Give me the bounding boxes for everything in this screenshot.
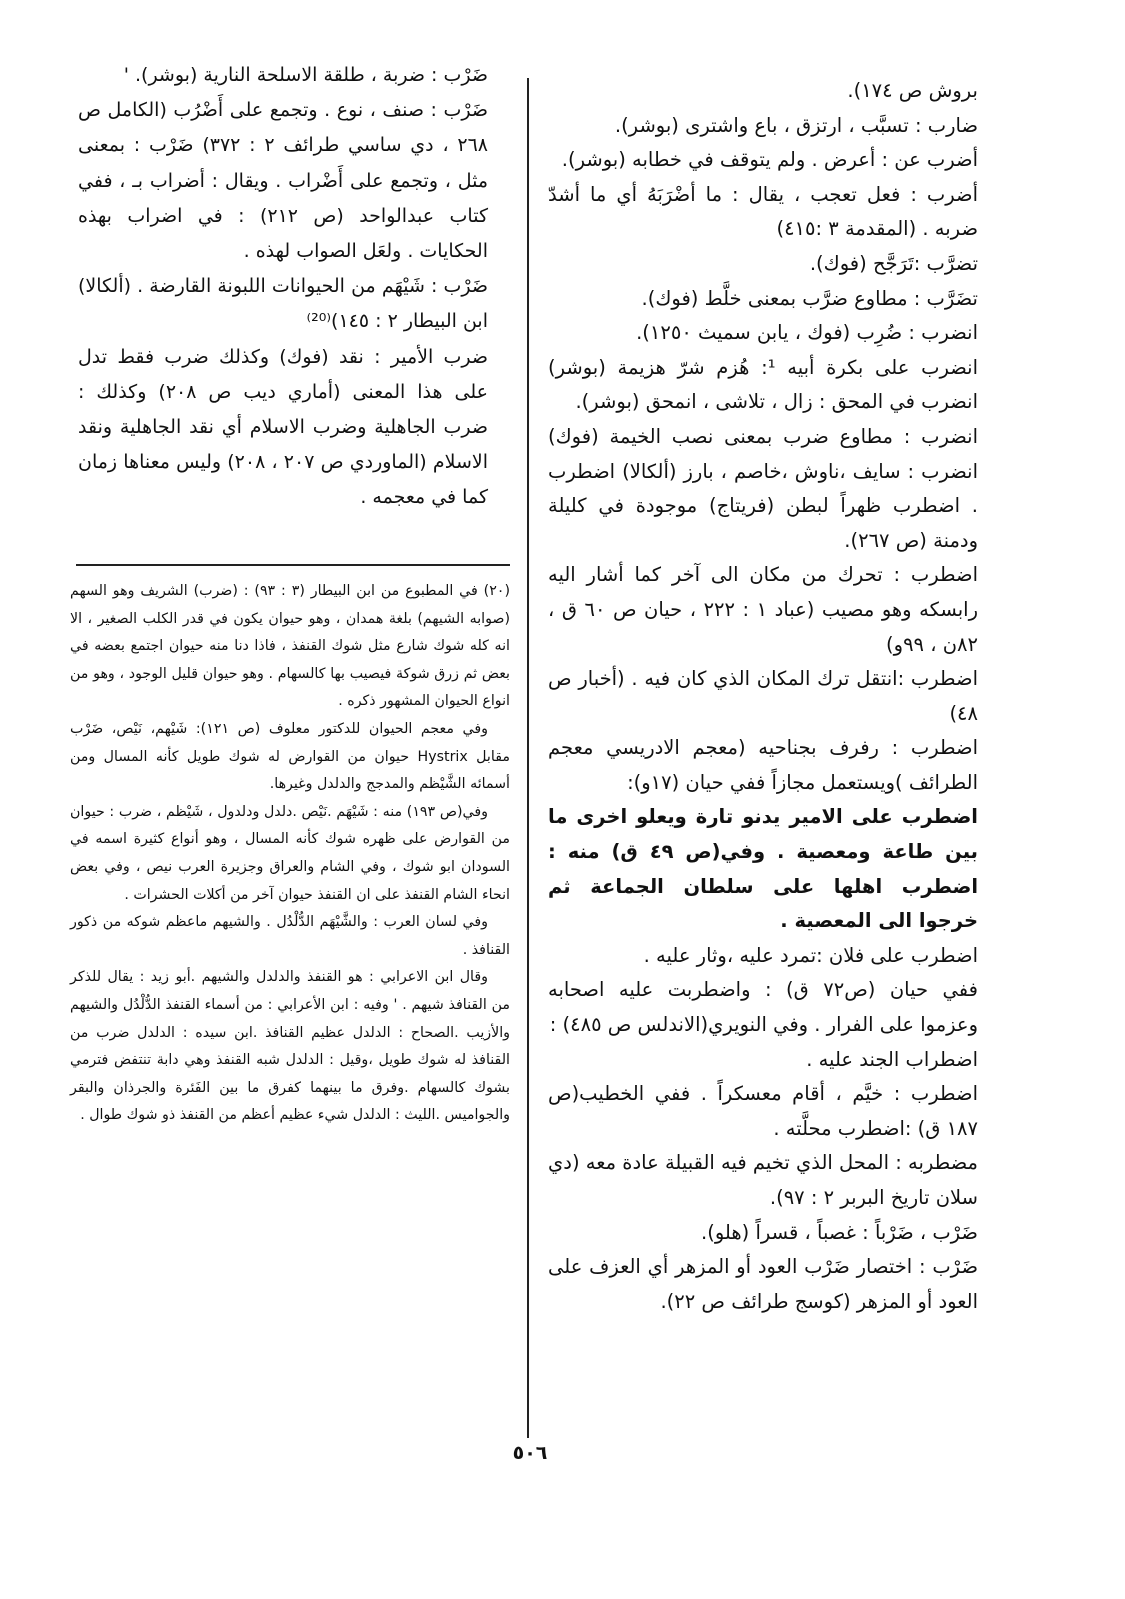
footnote-paragraph: وقال ابن الاعرابي : هو القنفذ والدلدل والشيهم .أبو زيد : يقال للذكر من القنافذ شيهم . ' وفيه : ابن الأعرابي : من أسماء القنفذ الدُّلْدُل والشيهم والأزيب .الصحاح : الدلدل عظيم القنافذ .ابن سيده : الدلدل ضرب من القنافذ له شوك طويل ،وقيل : الدلدل شبه القنفذ وهي دابة تنتفض فترمي بشوك كالسهام .وفرق ما بينهما كفرق ما بين الفَئرة والجرذان والبقر والجواميس .الليث : الدلدل شيء عظيم أعظم من القنفذ ذو شوك طوال . <box>70 969 510 1124</box>
page-number: ٥٠٦ <box>512 1442 548 1464</box>
dictionary-entry: ضَرْب : صنف ، نوع . وتجمع على أَضْرُب (الكامل ص ٢٦٨ ، دي ساسي طرائف ٢ : ٣٧٢) ضَرْب : بمعنى مثل ، وتجمع على أَضْراب . ويقال : أضراب بـ ، ففي كتاب عبدالواحد (ص ٢١٢) : في اضراب بهذه الحكايات . ولعَل الصواب لهذه . <box>78 99 488 263</box>
dictionary-entry: مضطربه : المحل الذي تخيم فيه القبيلة عادة معه (دي سلان تاريخ البربر ٢ : ٩٧). <box>548 1151 978 1209</box>
dictionary-entry: اضطرب :انتقل ترك المكان الذي كان فيه . (أخبار ص ٤٨) <box>548 667 978 725</box>
dictionary-entry: تضَرَّب : مطاوع ضرَّب بمعنى خلَّط (فوك). <box>641 286 978 310</box>
dictionary-entry: انضرب : ضُرِب (فوك ، يابن سميث ١٢٥٠). <box>636 321 978 345</box>
footnotes <box>70 578 510 1130</box>
dictionary-entry: اضطرب : خيَّم ، أقام معسكراً . ففي الخطيب(ص ١٨٧ ق) :اضطرب محلَّته . <box>548 1082 978 1140</box>
dictionary-entry: ضَرْب : اختصار ضَرْب العود أو المزهر أي العزف على العود أو المزهر (كوسج طرائف ص ٢٢). <box>548 1255 978 1313</box>
dictionary-entry: أضرب عن : أعرض . ولم يتوقف في خطابه (بوشر). <box>561 148 978 172</box>
dictionary-entry: اضطرب على فلان :تمرد عليه ،وثار عليه . <box>643 943 978 967</box>
dictionary-entry: ضَرْب : شَيْهَم من الحيوانات اللبونة القارضة . (ألكالا) ابن البيطار ٢ : ١٤٥)⁽²⁰⁾ <box>78 275 488 333</box>
dictionary-entry: اضطرب على الامير يدنو تارة ويعلو اخرى ما بين طاعة ومعصية . وفي(ص ٤٩ ق) منه : اضطرب اهلها على سلطان الجماعة ثم خرجوا الى المعصية . <box>548 805 978 933</box>
dictionary-entry: ففي حيان (ص٧٢ ق) : واضطربت عليه اصحابه وعزموا على الفرار . وفي النويري(الاندلس ص ٤٨٥) : <box>548 978 978 1037</box>
dictionary-entry: ضَرْب : ضربة ، طلقة الاسلحة النارية (بوشر). ' <box>123 64 488 86</box>
footnote-paragraph: وفي لسان العرب : والشَّيْهَم الدُّلْدُل . والشيهم ماعظم شوكه من ذكور القنافذ . <box>70 914 510 958</box>
left-column <box>78 58 488 516</box>
dictionary-entry: تضرَّب :تَرَجَّح (فوك). <box>809 251 978 275</box>
dictionary-entry: ضرب الأمير : نقد (فوك) وكذلك ضرب فقط تدل على هذا المعنى (أماري ديب ص ٢٠٨) وكذلك : ضرب الجاهلية وضرب الاسلام أي نقد الجاهلية ونقد الاسلام (الماوردي ص ٢٠٧ ، ٢٠٨) وليس معناها زمان كما في معجمه . <box>78 345 489 509</box>
column-divider <box>527 78 529 1438</box>
footnote-paragraph: وفي(ص ١٩٣) منه : شَيْهَم .نَيْص .دلدل ودلدول ، شَيْظم ، ضرب : حيوان من القوارض على ظهره شوك كأنه المسال ، وهو أنواع كثيرة اسمه في السودان ابو شوك ، وفي الشام والعراق وجزيرة العرب نيص ، وفي بعض انحاء الشام القنفذ على ان القنفذ حيوان آخر من أكلات الحشرات . <box>70 803 510 903</box>
footnote-paragraph: وفي معجم الحيوان للدكتور معلوف (ص ١٢١): شَيْهم، نَيْص، ضَرْب مقابل Hystrix حيوان من القوارض له شوك طويل كأنه المسال ومن أسمائه الشَّيْظم والمدجج والدلدل وغيرها. <box>70 720 510 793</box>
dictionary-entry: اضطرب : رفرف بجناحيه (معجم الادريسي معجم الطرائف )ويستعمل مجازاً ففي حيان (١٧و): <box>548 736 978 794</box>
dictionary-entry: أضرب : فعل تعجب ، يقال : ما أضْرَبَهُ أي ما أشدّ ضربه . (المقدمة ٣ :٤١٥) <box>548 182 978 241</box>
dictionary-entry: ضَرْب ، ضَرْباً : غصباً ، قسراً (هلو). <box>701 1220 978 1244</box>
dictionary-entry: انضرب على بكرة أبيه ¹: هُزم شرّ هزيمة (بوشر) انضرب في المحق : زال ، تلاشى ، انمحق (بوشر). <box>548 355 978 414</box>
dictionary-entry: بروش ص ١٧٤). <box>847 79 978 102</box>
dictionary-entry: انضرب : مطاوع ضرب بمعنى نصب الخيمة (فوك) انضرب : سايف ،ناوش ،خاصم ، بارز (ألكالا) اضطرب . اضطرب ظهراً لبطن (فريتاج) موجودة في كليلة ودمنة (ص ٢٦٧). <box>548 424 978 552</box>
footnote-rule <box>76 564 510 566</box>
dictionary-entry: ضارب : تسبَّب ، ارتزق ، باع واشترى (بوشر). <box>614 113 978 137</box>
footnote-paragraph: (٢٠) في المطبوع من ابن البيطار (٣ : ٩٣) : (ضرب) الشريف وهو السهم (صوابه الشيهم) بلغة همدان ، وهو حيوان يكون في قدر الكلب الصغير ، الا انه كله شوك شارع مثل شوك القنفذ ، فاذا دنا منه حيوان اجتمع بعضه في بعض ثم زرق شوكة فيصيب بها كالسهام . وهو حيوان قليل الوجود ، وهو من انواع الحيوان المشهور ذكره . <box>70 583 510 710</box>
dictionary-entry: اضطرب : تحرك من مكان الى آخر كما أشار اليه رابسكه وهو مصيب (عباد ١ : ٢٢٢ ، حيان ص ٦٠ ق ، ٨٢ن ، ٩٩و) <box>548 563 978 656</box>
right-column <box>548 74 978 1319</box>
dictionary-entry: اضطراب الجند عليه . <box>806 1047 978 1071</box>
